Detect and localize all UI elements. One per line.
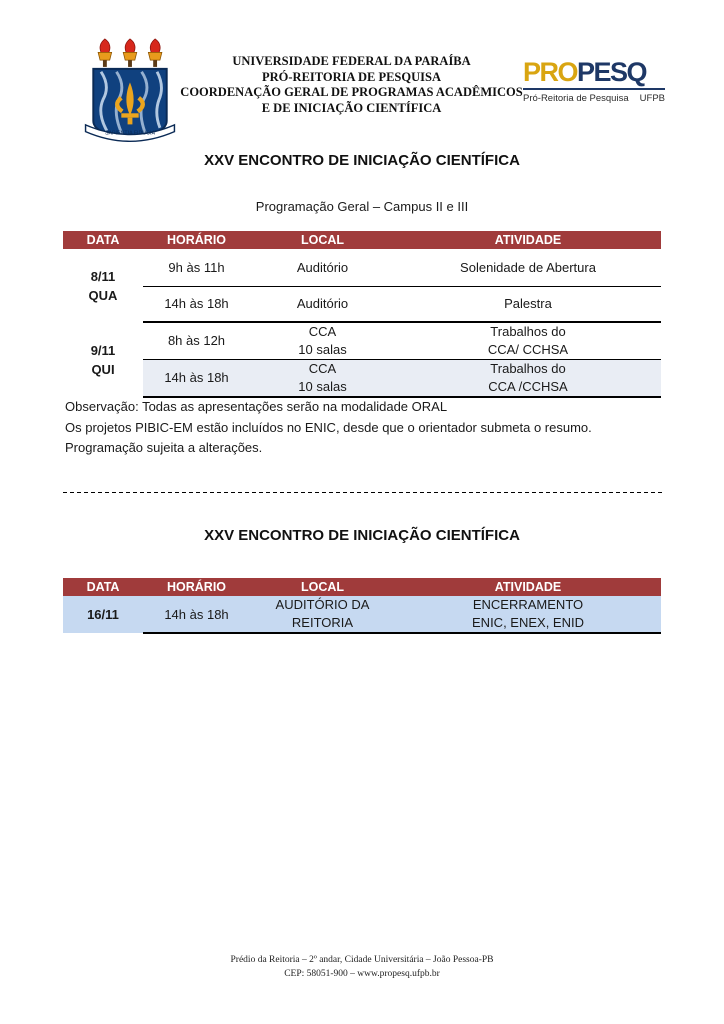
date-cell	[63, 249, 143, 322]
col-header-data: DATA	[63, 231, 143, 249]
atividade-cell	[395, 360, 661, 398]
atividade-line2: ENIC, ENEX, ENID	[472, 615, 584, 630]
note-line: Os projetos PIBIC-EM estão incluídos no ENIC, desde que o orientador submeta o resumo.	[65, 419, 592, 435]
col-header-horario: HORÁRIO	[143, 231, 250, 249]
local-line2: REITORIA	[291, 615, 354, 630]
propesq-word-gold: PRO	[523, 57, 578, 87]
local-cell	[250, 360, 395, 398]
propesq-tagline-org: UFPB	[639, 93, 665, 104]
propesq-wordmark	[523, 58, 665, 86]
table-header-row	[63, 231, 661, 249]
section1-subtitle: Programação Geral – Campus II e III	[255, 199, 469, 214]
date-cell	[63, 322, 143, 397]
col-header-atividade: ATIVIDADE	[395, 578, 661, 596]
propesq-tagline	[523, 93, 665, 104]
atividade-cell: Palestra	[395, 286, 661, 322]
local-cell	[250, 596, 395, 633]
local-cell: Auditório	[250, 286, 395, 322]
table-row	[63, 596, 661, 633]
atividade-line1: Trabalhos do	[490, 324, 566, 339]
atividade-cell	[395, 596, 661, 633]
atividade-line1: Trabalhos do	[490, 361, 566, 376]
atividade-cell	[395, 322, 661, 360]
propesq-tagline-text: Pró-Reitoria de Pesquisa	[523, 93, 629, 104]
local-cell	[250, 322, 395, 360]
schedule-table-campus-2-3	[63, 231, 661, 398]
weekday-value: QUI	[91, 361, 115, 377]
date-value: 9/11	[90, 342, 116, 358]
ufpb-crest-icon	[76, 36, 184, 150]
atividade-line2: CCA/ CCHSA	[487, 342, 569, 357]
torch-icons	[98, 39, 162, 67]
org-line: COORDENAÇÃO GERAL DE PROGRAMAS ACADÊMICOS	[180, 85, 523, 99]
page-footer	[0, 954, 724, 981]
org-line: PRÓ-REITORIA DE PESQUISA	[262, 69, 441, 84]
ufpb-coat-of-arms-logo	[76, 36, 184, 150]
propesq-divider	[523, 88, 665, 90]
propesq-word-navy: PESQ	[577, 57, 647, 87]
org-line: E DE INICIAÇÃO CIENTÍFICA	[261, 100, 442, 115]
schedule-table-encerramento	[63, 578, 661, 634]
org-line: UNIVERSIDADE FEDERAL DA PARAÍBA	[232, 54, 471, 68]
institution-header	[178, 54, 525, 116]
local-cell: Auditório	[250, 249, 395, 286]
observations-block	[65, 397, 663, 459]
atividade-line2: CCA /CCHSA	[488, 379, 568, 394]
table-header-row	[63, 578, 661, 596]
atividade-line1: ENCERRAMENTO	[472, 597, 584, 612]
col-header-data: DATA	[63, 578, 143, 596]
col-header-atividade: ATIVIDADE	[395, 231, 661, 249]
horario-cell: 8h às 12h	[143, 322, 250, 360]
horario-cell: 9h às 11h	[143, 249, 250, 286]
local-line2: 10 salas	[298, 379, 347, 394]
section1-title: XXV ENCONTRO DE INICIAÇÃO CIENTÍFICA	[204, 152, 520, 169]
horario-cell: 14h às 18h	[143, 360, 250, 398]
note-line: Programação sujeita a alterações.	[65, 440, 263, 455]
section2-title: XXV ENCONTRO DE INICIAÇÃO CIENTÍFICA	[204, 527, 520, 544]
horario-cell: 14h às 18h	[143, 596, 250, 633]
local-line1: CCA	[308, 361, 337, 376]
local-line1: CCA	[308, 324, 337, 339]
col-header-local: LOCAL	[250, 578, 395, 596]
table-row	[63, 249, 661, 286]
propesq-logo	[523, 58, 665, 104]
table-row	[63, 286, 661, 322]
table-row	[63, 360, 661, 398]
dashed-separator	[63, 492, 663, 493]
weekday-value: QUA	[88, 287, 118, 303]
footer-cep-site: CEP: 58051-900 – www.propesq.ufpb.br	[284, 968, 440, 979]
col-header-local: LOCAL	[250, 231, 395, 249]
date-value: 8/11	[90, 268, 116, 284]
note-line: Observação: Todas as apresentações serão na modalidade ORAL	[65, 399, 448, 414]
horario-cell: 14h às 18h	[143, 286, 250, 322]
table-row	[63, 322, 661, 360]
crest-motto-text: SAPIENTIA FIDUCIA	[104, 130, 156, 137]
local-line2: 10 salas	[298, 342, 347, 357]
date-cell: 16/11	[63, 596, 143, 633]
col-header-horario: HORÁRIO	[143, 578, 250, 596]
local-line1: AUDITÓRIO DA	[275, 597, 370, 612]
atividade-cell: Solenidade de Abertura	[395, 249, 661, 286]
footer-address: Prédio da Reitoria – 2º andar, Cidade Universitária – João Pessoa-PB	[230, 955, 494, 965]
